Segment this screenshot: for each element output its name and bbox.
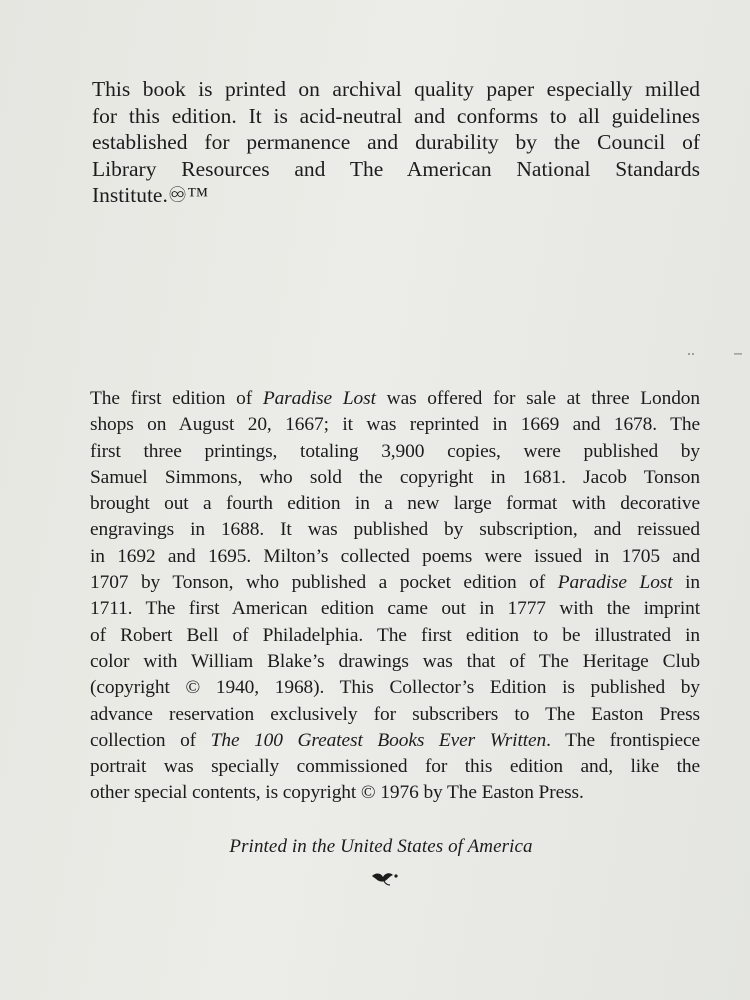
history-line	[90, 780, 700, 806]
leaf-ornament-icon	[370, 870, 400, 888]
history-line	[90, 517, 700, 543]
text-run: was offered for sale at three London	[375, 388, 700, 409]
history-line	[90, 491, 700, 517]
text-run: (copyright © 1940, 1968). This Collector’s Edition is published by	[90, 677, 700, 699]
history-line	[90, 702, 700, 728]
history-line	[90, 649, 700, 675]
text-run: brought out a fourth edition in a new large format with decorative	[90, 493, 700, 515]
italic-title: Paradise Lost	[557, 572, 673, 594]
history-line	[90, 544, 700, 570]
text-run: portrait was specially commissioned for this edition and, like the	[90, 756, 700, 778]
history-line	[90, 386, 700, 412]
text-run: first three printings, totaling 3,900 copies, were published by	[90, 440, 700, 462]
history-line	[90, 675, 700, 701]
history-line	[90, 596, 700, 622]
text-run: advance reservation exclusively for subscribers to The Easton Press	[90, 703, 700, 725]
text-run: shops on August 20, 1667; it was reprinted in 1669 and 1678. The	[90, 414, 700, 436]
text-run: engravings in 1688. It was published by subscription, and reissued	[90, 519, 700, 541]
history-line	[90, 754, 700, 780]
history-line	[90, 465, 700, 491]
text-run: other special contents, is copyright © 1976 by The Easton Press.	[90, 782, 584, 804]
history-line	[90, 728, 700, 754]
text-run: 1707 by Tonson, who published a pocket edition of	[90, 572, 558, 594]
italic-title: The 100 Greatest Books Ever Written	[210, 729, 547, 751]
printed-in-text: Printed in the United States of America	[229, 836, 533, 857]
text-run: Samuel Simmons, who sold the copyright in 1681. Jacob Tonson	[90, 466, 700, 488]
edition-history-paragraph	[90, 386, 700, 807]
text-run: 1711. The first American edition came out in 1777 with the imprint	[90, 598, 700, 620]
text-run: of Robert Bell of Philadelphia. The first edition to be illustrated in	[90, 624, 700, 646]
history-line	[90, 412, 700, 438]
archival-line: Library Resources and The American National Standards	[92, 156, 700, 181]
archival-line: This book is printed on archival quality paper especially milled	[92, 77, 700, 101]
history-line	[90, 439, 700, 465]
text-run: . The frontispiece	[546, 729, 700, 751]
paper-speck-marks	[686, 350, 746, 358]
archival-line: Institute.♾™	[92, 183, 209, 207]
text-run: collection of	[90, 729, 211, 751]
text-run: in 1692 and 1695. Milton’s collected poems were issued in 1705 and	[90, 545, 700, 567]
history-line	[90, 623, 700, 649]
archival-line: for this edition. It is acid-neutral and conforms to all guidelines	[92, 103, 700, 128]
printed-in-line	[0, 836, 750, 858]
text-run: in	[672, 572, 700, 594]
archival-line: established for permanence and durability by the Council of	[92, 130, 700, 154]
archival-paper-notice	[92, 76, 700, 209]
history-line	[90, 570, 700, 596]
italic-title: Paradise Lost	[262, 388, 376, 409]
text-run: color with William Blake’s drawings was that of The Heritage Club	[90, 650, 700, 672]
text-run: The first edition of	[90, 388, 263, 409]
